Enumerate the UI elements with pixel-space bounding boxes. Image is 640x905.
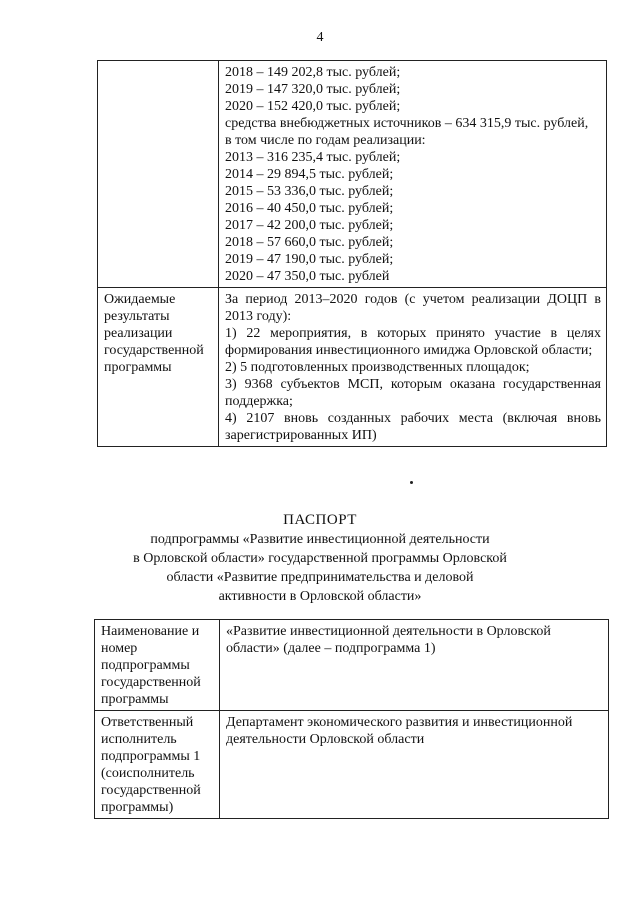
program-passport-table-continued bbox=[97, 60, 607, 447]
results-label-line: реализации bbox=[104, 326, 173, 341]
row-label-line: исполнитель bbox=[101, 732, 177, 747]
page-number: 4 bbox=[316, 30, 324, 45]
results-paragraph: За период 2013–2020 годов (с учетом реализации ДОЦП в 2013 году): bbox=[225, 292, 601, 324]
subprogram-name-label-cell bbox=[95, 620, 220, 711]
funding-line: 2020 – 152 420,0 тыс. рублей; bbox=[225, 99, 401, 114]
funding-line: 2013 – 316 235,4 тыс. рублей; bbox=[225, 150, 401, 165]
stray-dot-mark bbox=[410, 481, 413, 484]
row-label-line: Ответственный bbox=[101, 715, 194, 730]
subprogram-name-row bbox=[95, 620, 609, 711]
row-label-line: программы bbox=[101, 692, 169, 707]
results-paragraph: 4) 2107 вновь созданных рабочих места (включая вновь зарегистрированных ИП) bbox=[225, 411, 601, 443]
funding-line: 2019 – 47 190,0 тыс. рублей; bbox=[225, 252, 394, 267]
funding-row bbox=[98, 61, 607, 288]
funding-line: 2016 – 40 450,0 тыс. рублей; bbox=[225, 201, 394, 216]
row-label-line: государственной bbox=[101, 783, 201, 798]
passport-title-line: области «Развитие предпринимательства и деловой bbox=[166, 570, 474, 585]
row-label-line: программы) bbox=[101, 800, 174, 815]
results-label-line: Ожидаемые bbox=[104, 292, 176, 307]
passport-title-line: в Орловской области» государственной программы Орловской bbox=[133, 551, 507, 566]
funding-value-cell bbox=[219, 61, 607, 288]
funding-line: 2018 – 57 660,0 тыс. рублей; bbox=[225, 235, 394, 250]
row-value-text: Департамент экономического развития и инвестиционной деятельности Орловской области bbox=[226, 715, 573, 747]
responsible-executor-row bbox=[95, 711, 609, 819]
results-label-line: государственной bbox=[104, 343, 204, 358]
subprogram-passport-title bbox=[0, 511, 640, 606]
row-value-text: «Развитие инвестиционной деятельности в Орловской области» (далее – подпрограмма 1) bbox=[226, 624, 551, 656]
passport-title-line: активности в Орловской области» bbox=[218, 589, 422, 604]
subprogram-passport-table bbox=[94, 619, 609, 819]
results-value-cell bbox=[219, 288, 607, 447]
passport-heading: ПАСПОРТ bbox=[283, 512, 357, 528]
row-label-line: подпрограммы bbox=[101, 658, 190, 673]
funding-line: 2020 – 47 350,0 тыс. рублей bbox=[225, 269, 390, 284]
row-label-line: подпрограммы 1 bbox=[101, 749, 201, 764]
row-label-line: номер bbox=[101, 641, 138, 656]
row-label-line: (соисполнитель bbox=[101, 766, 195, 781]
results-label-line: результаты bbox=[104, 309, 170, 324]
funding-line: 2019 – 147 320,0 тыс. рублей; bbox=[225, 82, 401, 97]
responsible-executor-label-cell bbox=[95, 711, 220, 819]
row-label-line: государственной bbox=[101, 675, 201, 690]
results-label-cell bbox=[98, 288, 219, 447]
results-paragraph: 2) 5 подготовленных производственных площадок; bbox=[225, 360, 530, 375]
results-paragraph: 3) 9368 субъектов МСП, которым оказана государственная поддержка; bbox=[225, 377, 601, 409]
funding-label-cell bbox=[98, 61, 219, 288]
results-row bbox=[98, 288, 607, 447]
row-label-line: Наименование и bbox=[101, 624, 200, 639]
funding-line: 2017 – 42 200,0 тыс. рублей; bbox=[225, 218, 394, 233]
subprogram-name-value-cell bbox=[220, 620, 609, 711]
funding-line: средства внебюджетных источников – 634 315,9 тыс. рублей, bbox=[225, 116, 589, 131]
passport-title-line: подпрограммы «Развитие инвестиционной деятельности bbox=[150, 532, 490, 547]
funding-line: 2015 – 53 336,0 тыс. рублей; bbox=[225, 184, 394, 199]
results-paragraph: 1) 22 мероприятия, в которых принято участие в целях формирования инвестиционного имиджа Орловской области; bbox=[225, 326, 601, 358]
responsible-executor-value-cell bbox=[220, 711, 609, 819]
funding-line: 2018 – 149 202,8 тыс. рублей; bbox=[225, 65, 401, 80]
funding-line: 2014 – 29 894,5 тыс. рублей; bbox=[225, 167, 394, 182]
results-label-line: программы bbox=[104, 360, 172, 375]
funding-line: в том числе по годам реализации: bbox=[225, 133, 426, 148]
